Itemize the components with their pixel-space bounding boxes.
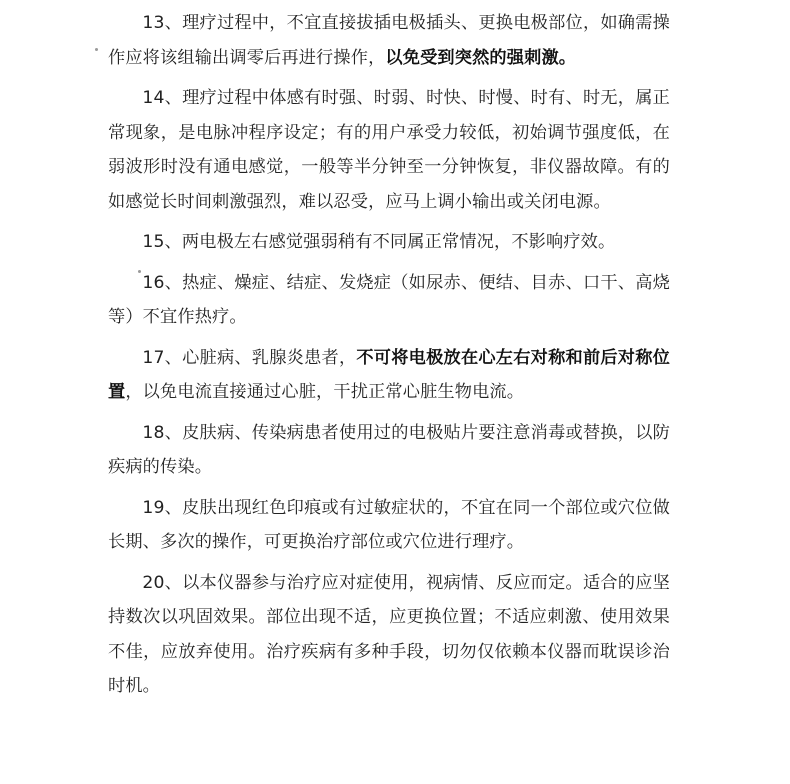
document-body xyxy=(108,6,670,710)
paragraph-item-15 xyxy=(108,225,670,260)
paragraph-item-17 xyxy=(108,341,670,410)
emphasis-text: 以免受到突然的强刺激。 xyxy=(385,47,577,68)
paragraph-text: 20、以本仪器参与治疗应对症使用，视病情、反应而定。适合的应坚持数次以巩固效果。部位出现不适，应更换位置；不适应刺激、使用效果不佳，应放弃使用。治疗疾病有多种手段，切勿仅依赖本仪器而耽误诊治时机。 xyxy=(108,572,670,696)
paragraph-item-19 xyxy=(108,491,670,560)
paragraph-item-13 xyxy=(108,6,670,75)
paragraph-item-14 xyxy=(108,81,670,219)
paragraph-text: 17、心脏病、乳腺炎患者， xyxy=(142,347,357,368)
paragraph-text: 13、理疗过程中，不宜直接拔插电极插头、更换电极部位，如确需操作应将该组输出调零后再进行操作， xyxy=(108,13,670,68)
scan-speck xyxy=(95,48,98,51)
paragraph-item-16 xyxy=(108,266,670,335)
emphasis-text: 不可将电极放在心左右对称和前后对称位置 xyxy=(108,347,670,402)
paragraph-text: 18、皮肤病、传染病患者使用过的电极贴片要注意消毒或替换，以防疾病的传染。 xyxy=(108,422,670,477)
paragraph-text: 16、热症、燥症、结症、发烧症（如尿赤、便结、目赤、口干、高烧等）不宜作热疗。 xyxy=(108,272,670,327)
paragraph-text: 15、两电极左右感觉强弱稍有不同属正常情况，不影响疗效。 xyxy=(142,232,616,252)
paragraph-item-20 xyxy=(108,566,670,704)
paragraph-text: 19、皮肤出现红色印痕或有过敏症状的，不宜在同一个部位或穴位做长期、多次的操作，可更换治疗部位或穴位进行理疗。 xyxy=(108,497,670,552)
paragraph-item-18 xyxy=(108,416,670,485)
paragraph-text: ，以免电流直接通过心脏，干扰正常心脏生物电流。 xyxy=(125,382,525,402)
paragraph-text: 14、理疗过程中体感有时强、时弱、时快、时慢、时有、时无，属正常现象，是电脉冲程序设定；有的用户承受力较低，初始调节强度低，在弱波形时没有通电感觉，一般等半分钟至一分钟恢复，非仪器故障。有的如感觉长时间刺激强烈，难以忍受，应马上调小输出或关闭电源。 xyxy=(108,88,670,212)
